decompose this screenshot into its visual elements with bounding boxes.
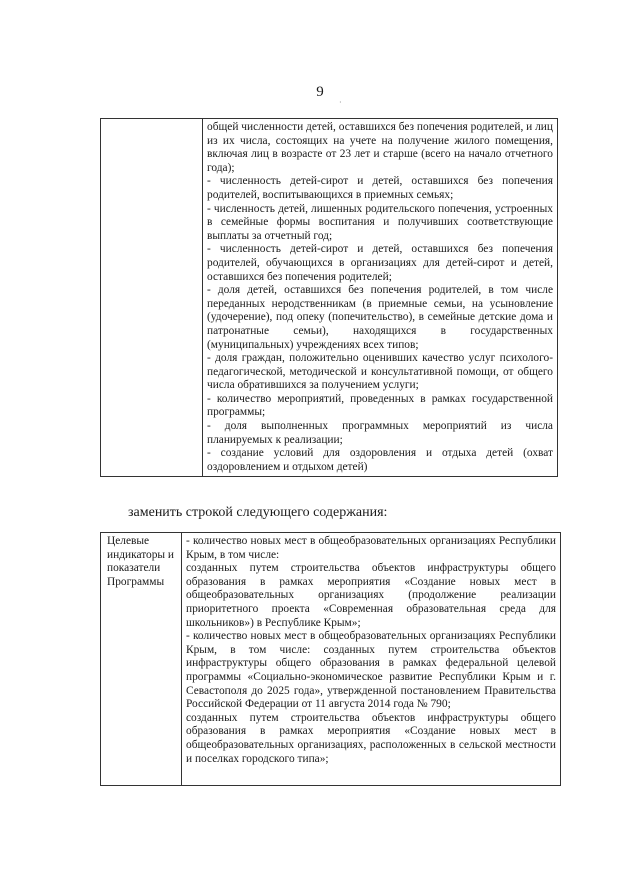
list-item: - численность детей, лишенных родительского попечения, устроенных в семейные формы воспитания и получивших соответствующие выплаты за отчетный год; [207,202,553,242]
list-item: - численность детей-сирот и детей, оставшихся без попечения родителей, обучающихся в организациях для детей-сирот и детей, оставшихся без попечения родителей; [207,243,553,283]
list-item: созданных путем строительства объектов инфраструктуры общего образования в рамках мероприятия «Создание новых мест в общеобразовательных организациях (продолжение реализации приоритетного проекта «Современная образовательная среда для школьников») в Республике Крым»; [186,562,556,629]
table1-left-cell [101,119,203,477]
table2-left-cell: Целевые индикаторы и показатели Программы [101,533,182,786]
list-item: - доля выполненных программных мероприятий из числа планируемых к реализации; [207,420,553,446]
list-item: созданных путем строительства объектов инфраструктуры общего образования в рамках мероприятия «Создание новых мест в общеобразовательных организациях, расположенных в сельской местности и поселках городского типа»; [186,711,556,765]
list-item: - создание условий для оздоровления и отдыха детей (охват оздоровлением и отдыхом детей) [207,447,553,473]
table-row [101,533,561,786]
list-item: - количество новых мест в общеобразовательных организациях Республики Крым, в том числе: [186,535,556,561]
list-item: общей численности детей, оставшихся без попечения родителей, и лиц из их числа, состоящих на учете на получение жилого помещения, включая лиц в возрасте от 23 лет и старше (всего на начало отчетного года); [207,121,553,174]
table1-right-cell [203,119,558,477]
list-item: - доля детей, оставшихся без попечения родителей, в том числе переданных неродственникам (в приемные семьи, на усыновление (удочерение), под опеку (попечительство), в семейные детские дома и патронатные семьи), находящихся в государственных (муниципальных) учреждениях всех типов; [207,284,553,351]
replacement-row-table [100,532,561,786]
table-row [101,119,558,477]
table2-right-cell [182,533,561,786]
replacement-intro-text: заменить строкой следующего содержания: [128,505,388,520]
list-item: - численность детей-сирот и детей, оставшихся без попечения родителей, воспитывающихся в приемных семьях; [207,175,553,201]
list-item: - количество новых мест в общеобразовательных организациях Республики Крым, в том числе: созданных путем строительства объектов инфраструктуры общего образования в рамках федеральной целевой программы «Социально-экономическое развитие Республики Крым и г. Севастополя до 2025 года», утвержденной постановлением Правительства Российской Федерации от 11 августа 2014 года № 790; [186,630,556,711]
previous-row-table [100,118,558,477]
page-number: 9 [316,84,324,100]
list-item: - количество мероприятий, проведенных в рамках государственной программы; [207,392,553,419]
scan-speck: · [339,98,342,107]
list-item: - доля граждан, положительно оценивших качество услуг психолого-педагогической, методической и консультативной помощи, от общего числа обратившихся за получением услуги; [207,352,553,392]
